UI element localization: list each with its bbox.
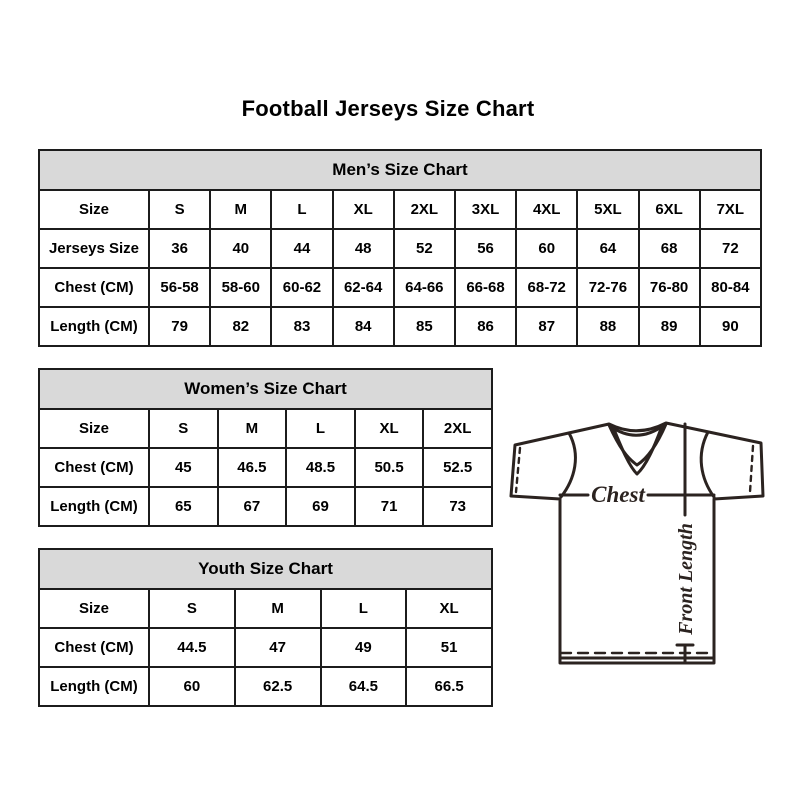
value-cell: M [235,589,321,628]
page-title: Football Jerseys Size Chart [241,96,535,121]
jersey-armhole-left [561,433,575,497]
front-length-label: Front Length [675,523,697,635]
row-header-cell: Chest (CM) [39,628,149,667]
value-cell: S [149,190,210,229]
value-cell: 60 [149,667,235,706]
table-row [39,190,761,229]
value-cell: 3XL [455,190,516,229]
value-cell: 66-68 [455,268,516,307]
value-cell: 72 [700,229,761,268]
value-cell: 79 [149,307,210,346]
table-row [39,307,761,346]
row-header-cell: Jerseys Size [39,229,149,268]
value-cell: 40 [210,229,271,268]
value-cell: 80-84 [700,268,761,307]
jersey-armhole-right [701,432,714,497]
value-cell: 45 [149,448,218,487]
chest-label: Chest [591,482,645,507]
table-title-row [39,549,492,589]
value-cell: 44.5 [149,628,235,667]
value-cell: 60-62 [271,268,332,307]
value-cell: 66.5 [406,667,492,706]
value-cell: L [321,589,407,628]
value-cell: 47 [235,628,321,667]
value-cell: 76-80 [639,268,700,307]
table-row [39,229,761,268]
value-cell: 67 [218,487,287,526]
value-cell: 36 [149,229,210,268]
value-cell: 87 [516,307,577,346]
value-cell: 62-64 [333,268,394,307]
table-row [39,589,492,628]
womens-size-table [38,368,493,527]
table-row [39,409,492,448]
value-cell: 48 [333,229,394,268]
table-row [39,667,492,706]
value-cell: 48.5 [286,448,355,487]
sleeve-stitch-left [516,448,520,492]
value-cell: 88 [577,307,638,346]
value-cell: 69 [286,487,355,526]
value-cell: S [149,589,235,628]
value-cell: 71 [355,487,424,526]
value-cell: 56 [455,229,516,268]
value-cell: 62.5 [235,667,321,706]
table-row [39,448,492,487]
value-cell: 4XL [516,190,577,229]
value-cell: 86 [455,307,516,346]
value-cell: XL [355,409,424,448]
value-cell: 46.5 [218,448,287,487]
table-row [39,628,492,667]
mens-table-title: Men’s Size Chart [39,150,761,190]
youth-table-title: Youth Size Chart [39,549,492,589]
value-cell: 89 [639,307,700,346]
jersey-measurement-diagram [505,415,773,667]
value-cell: 84 [333,307,394,346]
value-cell: 68-72 [516,268,577,307]
value-cell: 64 [577,229,638,268]
sleeve-stitch-right [750,446,753,492]
value-cell: 52.5 [423,448,492,487]
value-cell: L [271,190,332,229]
value-cell: XL [333,190,394,229]
row-header-cell: Size [39,190,149,229]
row-header-cell: Length (CM) [39,667,149,706]
value-cell: 52 [394,229,455,268]
value-cell: 83 [271,307,332,346]
value-cell: XL [406,589,492,628]
row-header-cell: Chest (CM) [39,448,149,487]
value-cell: M [218,409,287,448]
row-header-cell: Chest (CM) [39,268,149,307]
value-cell: 2XL [423,409,492,448]
row-header-cell: Length (CM) [39,307,149,346]
value-cell: 2XL [394,190,455,229]
table-title-row [39,150,761,190]
youth-size-table [38,548,493,707]
value-cell: 82 [210,307,271,346]
value-cell: S [149,409,218,448]
value-cell: 73 [423,487,492,526]
mens-size-table [38,149,762,347]
value-cell: 44 [271,229,332,268]
value-cell: 64-66 [394,268,455,307]
value-cell: 56-58 [149,268,210,307]
value-cell: 65 [149,487,218,526]
value-cell: 64.5 [321,667,407,706]
table-row [39,268,761,307]
value-cell: 50.5 [355,448,424,487]
value-cell: 7XL [700,190,761,229]
jersey-outline [511,423,763,663]
value-cell: L [286,409,355,448]
table-title-row [39,369,492,409]
value-cell: 6XL [639,190,700,229]
value-cell: 60 [516,229,577,268]
womens-table-title: Women’s Size Chart [39,369,492,409]
table-row [39,487,492,526]
row-header-cell: Length (CM) [39,487,149,526]
value-cell: M [210,190,271,229]
value-cell: 85 [394,307,455,346]
row-header-cell: Size [39,409,149,448]
value-cell: 68 [639,229,700,268]
value-cell: 90 [700,307,761,346]
value-cell: 49 [321,628,407,667]
value-cell: 58-60 [210,268,271,307]
value-cell: 72-76 [577,268,638,307]
row-header-cell: Size [39,589,149,628]
value-cell: 51 [406,628,492,667]
value-cell: 5XL [577,190,638,229]
